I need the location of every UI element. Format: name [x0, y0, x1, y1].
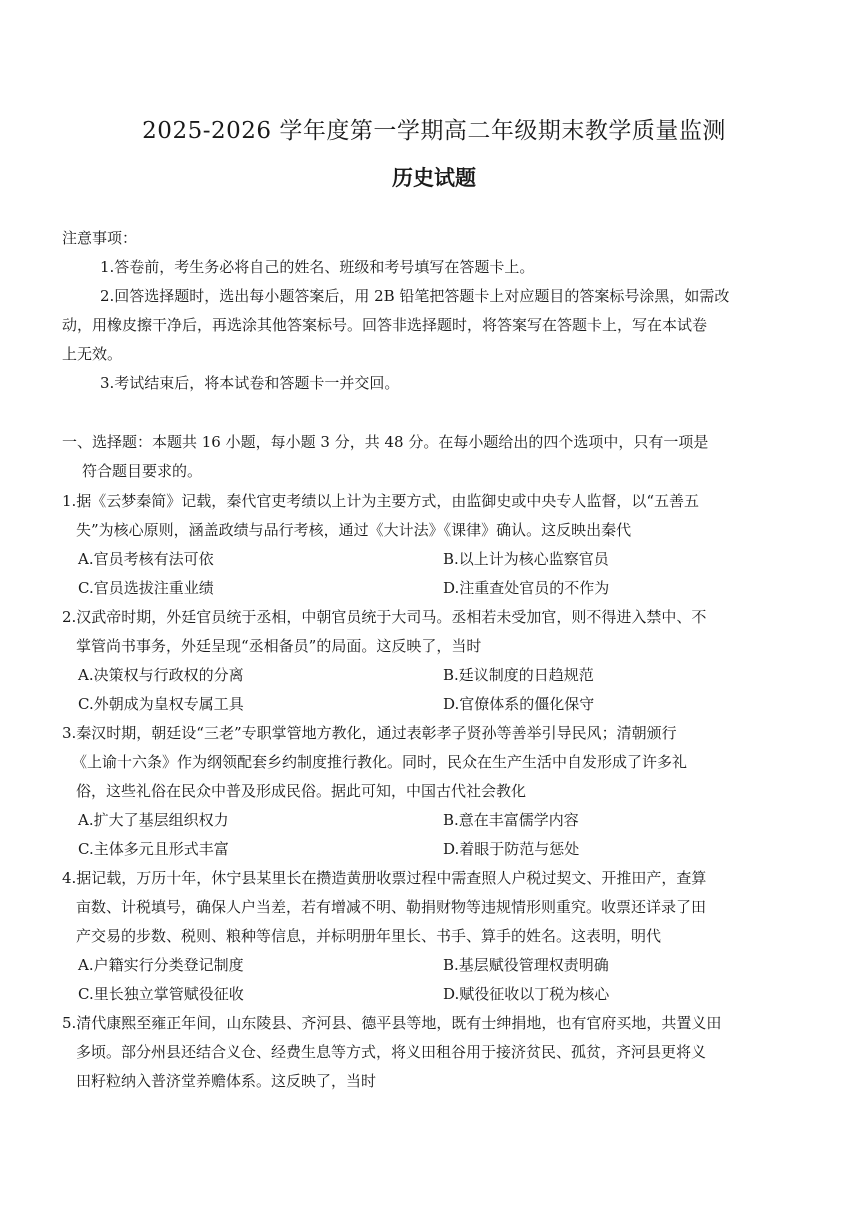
notice-line: 1.答卷前，考生务必将自己的姓名、班级和考号填写在答题卡上。 [100, 258, 535, 276]
notice-heading: 注意事项： [62, 229, 138, 247]
question-4-option-c: C.里长独立掌管赋役征收 [78, 985, 244, 1003]
question-2-line: 2.汉武帝时期，外廷官员统于丞相，中朝官员统于大司马。丞相若未受加官，则不得进入禁中、不 [62, 608, 707, 626]
exam-subtitle: 历史试题 [392, 166, 476, 190]
question-5-line: 5.清代康熙至雍正年间，山东陵县、齐河县、德平县等地，既有士绅捐地，也有官府买地，共置义田 [62, 1014, 722, 1032]
question-5-line: 多顷。部分州县还结合义仓、经费生息等方式，将义田租谷用于接济贫民、孤贫，齐河县更将义 [76, 1043, 707, 1061]
question-1-line: 1.据《云梦秦简》记载，秦代官吏考绩以上计为主要方式，由监御史或中央专人监督，以“五善五 [62, 492, 699, 510]
question-3-line: 俗，这些礼俗在民众中普及形成民俗。据此可知，中国古代社会教化 [76, 782, 527, 800]
question-3-line: 《上谕十六条》作为纲领配套乡约制度推行教化。同时，民众在生产生活中自发形成了许多礼 [72, 753, 688, 771]
question-3-option-b: B.意在丰富儒学内容 [443, 811, 579, 829]
notice-line: 2.回答选择题时，选出每小题答案后，用 2B 铅笔把答题卡上对应题目的答案标号涂黑，如需改 [100, 287, 730, 305]
question-5-line: 田籽粒纳入普济堂养赡体系。这反映了，当时 [76, 1072, 377, 1090]
notice-line: 3.考试结束后，将本试卷和答题卡一并交回。 [100, 374, 400, 392]
question-4-line: 产交易的步数、税则、粮种等信息，并标明册年里长、书手、算手的姓名。这表明，明代 [76, 927, 662, 945]
question-2-option-a: A.决策权与行政权的分离 [78, 666, 244, 684]
notice-line: 上无效。 [62, 345, 123, 363]
question-4-line: 亩数、计税填号，确保人户当差，若有增减不明、勒捐财物等违规情形则重究。收票还详录了田 [76, 898, 707, 916]
question-2-line: 掌管尚书事务，外廷呈现“丞相备员”的局面。这反映了，当时 [76, 637, 482, 655]
question-1-line: 失”为核心原则，涵盖政绩与品行考核，通过《大计法》《课律》确认。这反映出秦代 [76, 521, 632, 539]
question-3-option-a: A.扩大了基层组织权力 [78, 811, 229, 829]
notice-line: 动，用橡皮擦干净后，再选涂其他答案标号。回答非选择题时，将答案写在答题卡上，写在本试卷 [62, 316, 708, 334]
question-2-option-b: B.廷议制度的日趋规范 [443, 666, 594, 684]
question-4-line: 4.据记载，万历十年，休宁县某里长在攒造黄册收票过程中需查照人户税过契文、开推田产，查算 [62, 869, 707, 887]
question-1-option-c: C.官员选拔注重业绩 [78, 579, 214, 597]
question-1-option-d: D.注重查处官员的不作为 [443, 579, 610, 597]
exam-title: 2025-2026 学年度第一学期高二年级期末教学质量监测 [142, 118, 726, 144]
question-3-line: 3.秦汉时期，朝廷设“三老”专职掌管地方教化，通过表彰孝子贤孙等善举引导民风；清朝颁行 [62, 724, 677, 742]
question-4-option-d: D.赋役征收以丁税为核心 [443, 985, 610, 1003]
section-heading-cont: 符合题目要求的。 [82, 462, 203, 480]
question-4-option-b: B.基层赋役管理权责明确 [443, 956, 609, 974]
question-3-option-d: D.着眼于防范与惩处 [443, 840, 580, 858]
question-3-option-c: C.主体多元且形式丰富 [78, 840, 229, 858]
section-heading: 一、选择题：本题共 16 小题，每小题 3 分，共 48 分。在每小题给出的四个选项中，只有一项是 [62, 433, 709, 451]
question-2-option-d: D.官僚体系的僵化保守 [443, 695, 595, 713]
question-1-option-a: A.官员考核有法可依 [78, 550, 214, 568]
question-4-option-a: A.户籍实行分类登记制度 [78, 956, 244, 974]
question-2-option-c: C.外朝成为皇权专属工具 [78, 695, 244, 713]
question-1-option-b: B.以上计为核心监察官员 [443, 550, 609, 568]
